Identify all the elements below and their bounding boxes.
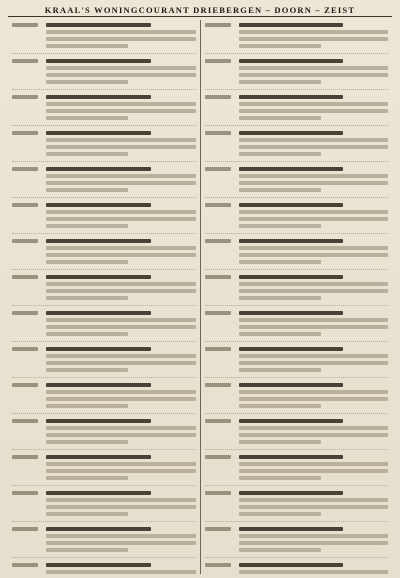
listing-item <box>12 56 196 90</box>
headline-placeholder <box>239 131 344 135</box>
listing-price <box>12 200 42 231</box>
text-line-placeholder <box>239 102 389 106</box>
listing-item <box>12 488 196 522</box>
text-line-placeholder <box>239 253 389 257</box>
text-line-placeholder <box>46 570 196 574</box>
text-line-placeholder <box>46 30 196 34</box>
listing-item <box>205 20 389 54</box>
listing-text <box>46 56 196 87</box>
text-line-placeholder <box>46 80 128 84</box>
headline-placeholder <box>46 95 151 99</box>
listing-item <box>12 128 196 162</box>
listing-item <box>12 452 196 486</box>
text-line-placeholder <box>46 188 128 192</box>
listing-price <box>205 272 235 303</box>
text-line-placeholder <box>239 498 389 502</box>
listing-item <box>12 524 196 558</box>
listing-text <box>46 236 196 267</box>
text-line-placeholder <box>239 476 321 480</box>
listing-price <box>205 380 235 411</box>
listing-text <box>46 92 196 123</box>
headline-placeholder <box>46 347 151 351</box>
text-line-placeholder <box>46 397 196 401</box>
price-placeholder <box>205 347 231 351</box>
text-line-placeholder <box>239 368 321 372</box>
text-line-placeholder <box>46 548 128 552</box>
text-line-placeholder <box>239 570 389 574</box>
listing-price <box>205 560 235 574</box>
listing-text <box>46 452 196 483</box>
listing-price <box>12 344 42 375</box>
headline-placeholder <box>46 59 151 63</box>
listing-item <box>205 560 389 574</box>
listing-price <box>205 416 235 447</box>
price-placeholder <box>205 167 231 171</box>
price-placeholder <box>205 131 231 135</box>
listing-item <box>205 92 389 126</box>
listing-text <box>239 92 389 123</box>
column-right <box>200 20 393 574</box>
listing-price <box>12 452 42 483</box>
text-line-placeholder <box>46 253 196 257</box>
listing-price <box>205 200 235 231</box>
listing-text <box>239 416 389 447</box>
listing-price <box>205 488 235 519</box>
listing-text <box>239 488 389 519</box>
text-line-placeholder <box>239 426 389 430</box>
price-placeholder <box>205 455 231 459</box>
listing-text <box>239 128 389 159</box>
text-line-placeholder <box>46 260 128 264</box>
price-placeholder <box>205 23 231 27</box>
listing-item <box>205 272 389 306</box>
price-placeholder <box>205 383 231 387</box>
text-line-placeholder <box>239 260 321 264</box>
headline-placeholder <box>239 167 344 171</box>
listing-price <box>12 308 42 339</box>
listing-text <box>46 164 196 195</box>
listing-item <box>205 164 389 198</box>
listing-price <box>205 20 235 51</box>
listing-text <box>46 524 196 555</box>
price-placeholder <box>12 383 38 387</box>
text-line-placeholder <box>239 332 321 336</box>
listing-price <box>12 20 42 51</box>
price-placeholder <box>205 239 231 243</box>
text-line-placeholder <box>46 145 196 149</box>
listing-item <box>12 308 196 342</box>
text-line-placeholder <box>46 296 128 300</box>
text-line-placeholder <box>239 152 321 156</box>
text-line-placeholder <box>46 440 128 444</box>
listing-text <box>46 20 196 51</box>
listing-text <box>46 380 196 411</box>
headline-placeholder <box>239 311 344 315</box>
listing-price <box>205 308 235 339</box>
headline-placeholder <box>46 491 151 495</box>
text-line-placeholder <box>46 325 196 329</box>
listing-price <box>205 164 235 195</box>
price-placeholder <box>12 419 38 423</box>
price-placeholder <box>12 527 38 531</box>
listing-price <box>12 128 42 159</box>
text-line-placeholder <box>46 368 128 372</box>
text-line-placeholder <box>239 116 321 120</box>
price-placeholder <box>12 455 38 459</box>
text-line-placeholder <box>239 109 389 113</box>
headline-placeholder <box>46 311 151 315</box>
price-placeholder <box>12 131 38 135</box>
text-line-placeholder <box>46 469 196 473</box>
text-line-placeholder <box>46 361 196 365</box>
headline-placeholder <box>239 275 344 279</box>
text-line-placeholder <box>239 174 389 178</box>
text-line-placeholder <box>239 325 389 329</box>
text-line-placeholder <box>239 210 389 214</box>
listing-text <box>46 272 196 303</box>
listing-text <box>239 344 389 375</box>
listing-price <box>205 344 235 375</box>
listing-text <box>46 416 196 447</box>
text-line-placeholder <box>46 282 196 286</box>
listing-text <box>239 236 389 267</box>
price-placeholder <box>12 203 38 207</box>
listing-price <box>205 524 235 555</box>
listing-item <box>12 380 196 414</box>
listing-price <box>12 272 42 303</box>
listing-item <box>12 92 196 126</box>
text-line-placeholder <box>239 217 389 221</box>
price-placeholder <box>12 167 38 171</box>
text-line-placeholder <box>239 188 321 192</box>
price-placeholder <box>12 23 38 27</box>
listing-text <box>46 200 196 231</box>
listing-price <box>12 236 42 267</box>
text-line-placeholder <box>46 246 196 250</box>
listing-price <box>205 128 235 159</box>
listing-price <box>205 236 235 267</box>
text-line-placeholder <box>239 30 389 34</box>
headline-placeholder <box>239 563 344 567</box>
text-line-placeholder <box>239 397 389 401</box>
headline-placeholder <box>239 455 344 459</box>
listing-price <box>12 488 42 519</box>
listing-text <box>46 128 196 159</box>
text-line-placeholder <box>239 296 321 300</box>
headline-placeholder <box>46 383 151 387</box>
listing-item <box>205 380 389 414</box>
listing-text <box>239 200 389 231</box>
headline-placeholder <box>239 491 344 495</box>
text-line-placeholder <box>46 73 196 77</box>
headline-placeholder <box>46 455 151 459</box>
headline-placeholder <box>239 239 344 243</box>
text-line-placeholder <box>239 138 389 142</box>
listing-item <box>12 560 196 574</box>
price-placeholder <box>205 419 231 423</box>
text-line-placeholder <box>46 289 196 293</box>
listing-price <box>12 164 42 195</box>
text-line-placeholder <box>46 476 128 480</box>
price-placeholder <box>205 563 231 567</box>
text-line-placeholder <box>239 66 389 70</box>
column-left <box>8 20 200 574</box>
listing-item <box>205 308 389 342</box>
listing-price <box>205 452 235 483</box>
listing-item <box>205 524 389 558</box>
listing-text <box>239 560 389 574</box>
headline-placeholder <box>239 383 344 387</box>
listing-item <box>205 200 389 234</box>
listing-text <box>239 380 389 411</box>
listing-text <box>239 524 389 555</box>
text-line-placeholder <box>46 152 128 156</box>
price-placeholder <box>205 59 231 63</box>
text-line-placeholder <box>46 102 196 106</box>
text-line-placeholder <box>46 37 196 41</box>
text-line-placeholder <box>46 462 196 466</box>
listing-text <box>239 272 389 303</box>
price-placeholder <box>205 95 231 99</box>
text-line-placeholder <box>239 390 389 394</box>
text-line-placeholder <box>46 210 196 214</box>
headline-placeholder <box>46 239 151 243</box>
text-line-placeholder <box>46 505 196 509</box>
text-line-placeholder <box>46 541 196 545</box>
price-placeholder <box>12 311 38 315</box>
price-placeholder <box>12 491 38 495</box>
listing-text <box>46 308 196 339</box>
text-line-placeholder <box>239 440 321 444</box>
text-line-placeholder <box>46 534 196 538</box>
headline-placeholder <box>46 419 151 423</box>
listing-price <box>12 56 42 87</box>
text-line-placeholder <box>239 361 389 365</box>
listing-price <box>12 92 42 123</box>
text-line-placeholder <box>46 426 196 430</box>
listing-item <box>205 416 389 450</box>
price-placeholder <box>205 311 231 315</box>
text-line-placeholder <box>239 469 389 473</box>
headline-placeholder <box>46 167 151 171</box>
text-line-placeholder <box>239 462 389 466</box>
text-line-placeholder <box>239 145 389 149</box>
listing-price <box>12 560 42 574</box>
headline-placeholder <box>239 59 344 63</box>
listing-text <box>239 452 389 483</box>
listing-item <box>205 236 389 270</box>
text-line-placeholder <box>239 318 389 322</box>
price-placeholder <box>12 275 38 279</box>
listing-text <box>239 56 389 87</box>
listing-price <box>12 416 42 447</box>
listing-item <box>12 236 196 270</box>
headline-placeholder <box>239 23 344 27</box>
text-line-placeholder <box>239 224 321 228</box>
headline-placeholder <box>239 527 344 531</box>
price-placeholder <box>205 203 231 207</box>
headline-placeholder <box>46 131 151 135</box>
listing-text <box>46 560 196 574</box>
text-line-placeholder <box>239 505 389 509</box>
listing-columns <box>8 20 392 574</box>
text-line-placeholder <box>239 282 389 286</box>
listing-price <box>12 380 42 411</box>
text-line-placeholder <box>239 354 389 358</box>
text-line-placeholder <box>239 37 389 41</box>
listing-text <box>239 164 389 195</box>
text-line-placeholder <box>46 390 196 394</box>
price-placeholder <box>12 347 38 351</box>
listing-item <box>205 344 389 378</box>
text-line-placeholder <box>46 66 196 70</box>
page-header: KRAAL'S WONINGCOURANT DRIEBERGEN – DOORN – ZEIST <box>8 4 392 17</box>
listing-text <box>239 20 389 51</box>
text-line-placeholder <box>46 44 128 48</box>
text-line-placeholder <box>239 73 389 77</box>
text-line-placeholder <box>46 512 128 516</box>
text-line-placeholder <box>239 404 321 408</box>
price-placeholder <box>205 491 231 495</box>
listing-price <box>12 524 42 555</box>
text-line-placeholder <box>46 404 128 408</box>
listing-item <box>205 128 389 162</box>
text-line-placeholder <box>46 498 196 502</box>
text-line-placeholder <box>46 354 196 358</box>
price-placeholder <box>12 239 38 243</box>
listing-item <box>205 488 389 522</box>
text-line-placeholder <box>46 174 196 178</box>
price-placeholder <box>12 59 38 63</box>
headline-placeholder <box>46 275 151 279</box>
listing-price <box>205 56 235 87</box>
text-line-placeholder <box>46 224 128 228</box>
text-line-placeholder <box>46 181 196 185</box>
text-line-placeholder <box>239 433 389 437</box>
listing-item <box>12 200 196 234</box>
price-placeholder <box>12 95 38 99</box>
text-line-placeholder <box>239 548 321 552</box>
text-line-placeholder <box>239 534 389 538</box>
listing-text <box>46 344 196 375</box>
text-line-placeholder <box>46 138 196 142</box>
listing-item <box>12 272 196 306</box>
text-line-placeholder <box>239 541 389 545</box>
text-line-placeholder <box>46 332 128 336</box>
listing-item <box>12 344 196 378</box>
listing-price <box>205 92 235 123</box>
headline-placeholder <box>239 203 344 207</box>
text-line-placeholder <box>239 289 389 293</box>
headline-placeholder <box>46 527 151 531</box>
listing-text <box>239 308 389 339</box>
headline-placeholder <box>239 347 344 351</box>
price-placeholder <box>205 527 231 531</box>
text-line-placeholder <box>239 246 389 250</box>
text-line-placeholder <box>46 318 196 322</box>
listing-item <box>12 416 196 450</box>
headline-placeholder <box>239 419 344 423</box>
headline-placeholder <box>46 563 151 567</box>
listing-item <box>12 20 196 54</box>
listing-item <box>205 452 389 486</box>
headline-placeholder <box>239 95 344 99</box>
price-placeholder <box>205 275 231 279</box>
text-line-placeholder <box>46 217 196 221</box>
listing-item <box>205 56 389 90</box>
text-line-placeholder <box>239 80 321 84</box>
listing-text <box>46 488 196 519</box>
text-line-placeholder <box>46 433 196 437</box>
text-line-placeholder <box>239 512 321 516</box>
text-line-placeholder <box>46 116 128 120</box>
text-line-placeholder <box>46 109 196 113</box>
price-placeholder <box>12 563 38 567</box>
text-line-placeholder <box>239 44 321 48</box>
text-line-placeholder <box>239 181 389 185</box>
headline-placeholder <box>46 203 151 207</box>
listing-item <box>12 164 196 198</box>
headline-placeholder <box>46 23 151 27</box>
